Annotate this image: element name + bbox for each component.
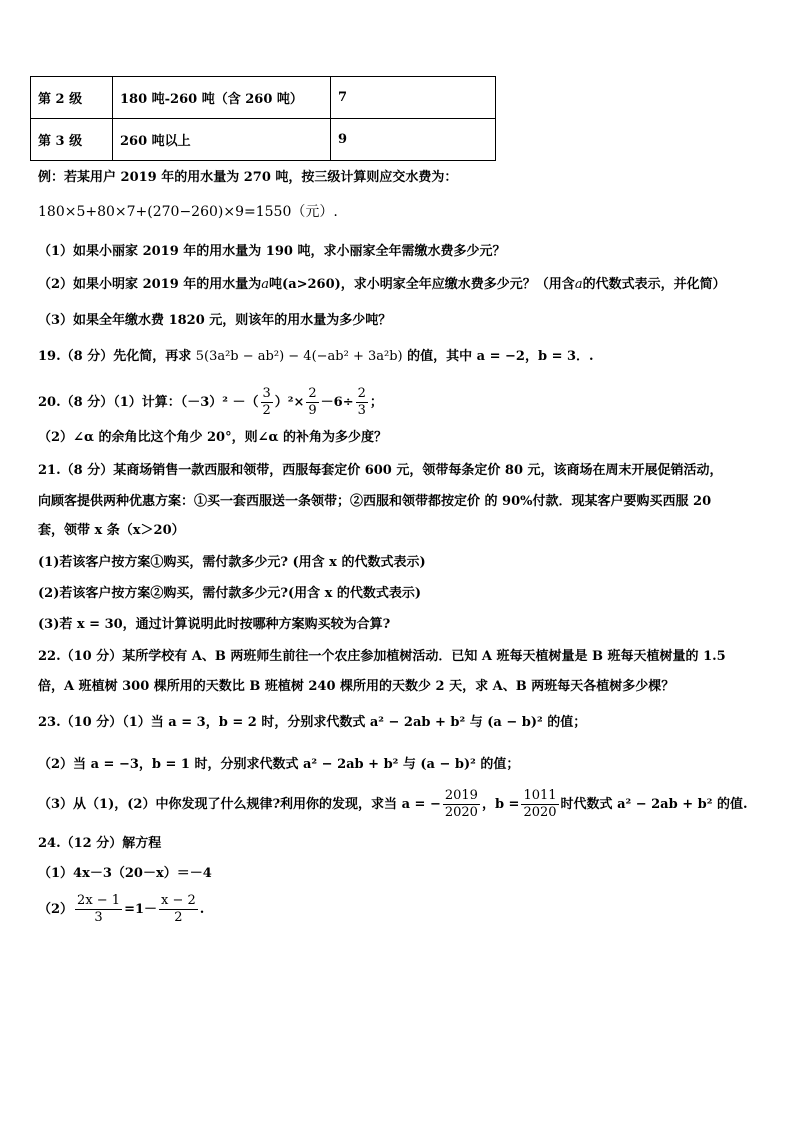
q24-part2 <box>38 890 204 930</box>
q23-fraction-a <box>443 788 480 821</box>
q18-part2 <box>38 275 726 295</box>
fraction-denominator: 2 <box>262 403 271 418</box>
q22-line2: 倍，A 班植树 300 棵所用的天数比 B 班植树 240 棵所用的天数少 2 天，求 A、B 两班每天各植树多少棵？ <box>38 679 675 694</box>
q23-fraction-b <box>521 788 558 821</box>
fraction-denominator: 3 <box>357 403 366 418</box>
table-cell-price: 9 <box>331 119 496 161</box>
q23-part3-text-c: 时代数式 a² − 2ab + b² 的值. <box>560 797 748 812</box>
q21-part2: (2)若该客户按方案②购买，需付款多少元?(用含 x 的代数式表示) <box>38 586 422 601</box>
fraction-numerator: 1011 <box>523 788 557 803</box>
q23-part2: （2）当 a = −3，b = 1 时，分别求代数式 a² − 2ab + b² 与 (a − b)² 的值； <box>38 757 520 772</box>
q19-tail: 的值，其中 a = −2，b = 3．. <box>407 349 594 364</box>
q22-line1: 22.（10 分）某所学校有 A、B 两班师生前往一个农庄参加植树活动．已知 A 班每天植树量是 B 班每天植树量的 1.5 <box>38 649 726 664</box>
q19-expression: 5(3a²b − ab²) − 4(−ab² + 3a²b) <box>195 349 403 364</box>
q23-part3-text-a: （3）从（1)，(2）中你发现了什么规律?利用你的发现，求当 a = − <box>38 797 441 812</box>
q21-part3: (3)若 x = 30，通过计算说明此时按哪种方案购买较为合算? <box>38 617 391 632</box>
table-cell-level: 第 3 级 <box>31 119 113 161</box>
fraction-denominator: 9 <box>308 403 317 418</box>
table-row <box>31 119 496 161</box>
fraction-numerator: 2019 <box>444 788 478 803</box>
q20-mid2: －6÷ <box>320 395 354 410</box>
q18-part2-text-d: 的代数式表示，并化简） <box>582 277 726 292</box>
fraction-numerator: 2 <box>357 386 366 401</box>
water-price-table <box>30 76 496 161</box>
table-cell-level: 第 2 级 <box>31 77 113 119</box>
table-cell-range: 260 吨以上 <box>113 119 331 161</box>
q24-part2-text-b: =1－ <box>124 902 158 917</box>
q21-line2: 向顾客提供两种优惠方案：①买一套西服送一条领带；②西服和领带都按定价 的 90%付款．现某客户要购买西服 20 <box>38 494 712 509</box>
q23-part3 <box>38 785 747 825</box>
fraction-numerator: x − 2 <box>161 893 196 908</box>
q20-fraction-1 <box>261 386 273 419</box>
fraction-denominator: 2020 <box>523 805 557 820</box>
example-intro: 例：若某用户 2019 年的用水量为 270 吨，按三级计算则应交水费为： <box>38 170 458 185</box>
table-cell-price: 7 <box>331 77 496 119</box>
q20-part1 <box>38 383 383 423</box>
fraction-denominator: 2020 <box>444 805 478 820</box>
q19-head: 19.（8 分）先化简，再求 <box>38 349 192 364</box>
q24-head: 24.（12 分）解方程 <box>38 836 162 851</box>
q24-fraction-2 <box>159 893 198 926</box>
q18-part3: （3）如果全年缴水费 1820 元，则该年的用水量为多少吨？ <box>38 313 392 328</box>
q18-part2-var: a <box>261 277 270 292</box>
q18-part2-text-a: （2）如果小明家 2019 年的用水量为 <box>38 277 262 292</box>
q18-part2-var2: a <box>574 277 583 292</box>
table-row <box>31 77 496 119</box>
q18-part1: （1）如果小丽家 2019 年的用水量为 190 吨，求小丽家全年需缴水费多少元？ <box>38 244 506 259</box>
q18-part2-text-b: 吨(a>260)，求小明家全年应缴水费多少元？（用含 <box>269 277 575 292</box>
fraction-numerator: 3 <box>262 386 271 401</box>
q24-fraction-1 <box>75 893 122 926</box>
q20-fraction-3 <box>356 386 368 419</box>
q23-part3-text-b: ，b = <box>481 797 520 812</box>
q19 <box>38 347 594 367</box>
q21-line3: 套，领带 x 条（x＞20） <box>38 523 185 538</box>
example-formula: 180×5+80×7+(270−260)×9=1550（元）. <box>38 204 338 220</box>
fraction-denominator: 2 <box>174 910 183 925</box>
fraction-numerator: 2 <box>308 386 317 401</box>
fraction-numerator: 2x − 1 <box>77 893 121 908</box>
q21-line1: 21.（8 分）某商场销售一款西服和领带，西服每套定价 600 元，领带每条定价 80 元，该商场在周末开展促销活动， <box>38 463 723 478</box>
q21-part1: (1)若该客户按方案①购买，需付款多少元? (用含 x 的代数式表示) <box>38 555 426 570</box>
fraction-denominator: 3 <box>94 910 103 925</box>
q24-part1: （1）4x－3（20－x）＝－4 <box>38 866 212 881</box>
q20-part2: （2）∠α 的余角比这个角少 20°，则∠α 的补角为多少度？ <box>38 430 388 445</box>
q23-part1: 23.（10 分）（1）当 a = 3，b = 2 时，分别求代数式 a² − 2ab + b² 与 (a − b)² 的值； <box>38 715 587 730</box>
q20-mid1: ）²× <box>274 395 305 410</box>
q24-part2-text-a: （2） <box>38 902 74 917</box>
table-cell-range: 180 吨-260 吨（含 260 吨） <box>113 77 331 119</box>
q24-part2-text-c: . <box>199 902 205 917</box>
q20-tail: ； <box>369 395 383 410</box>
q20-fraction-2 <box>306 386 318 419</box>
q20-head: 20.（8 分）（1）计算：（－3）² －（ <box>38 395 259 410</box>
